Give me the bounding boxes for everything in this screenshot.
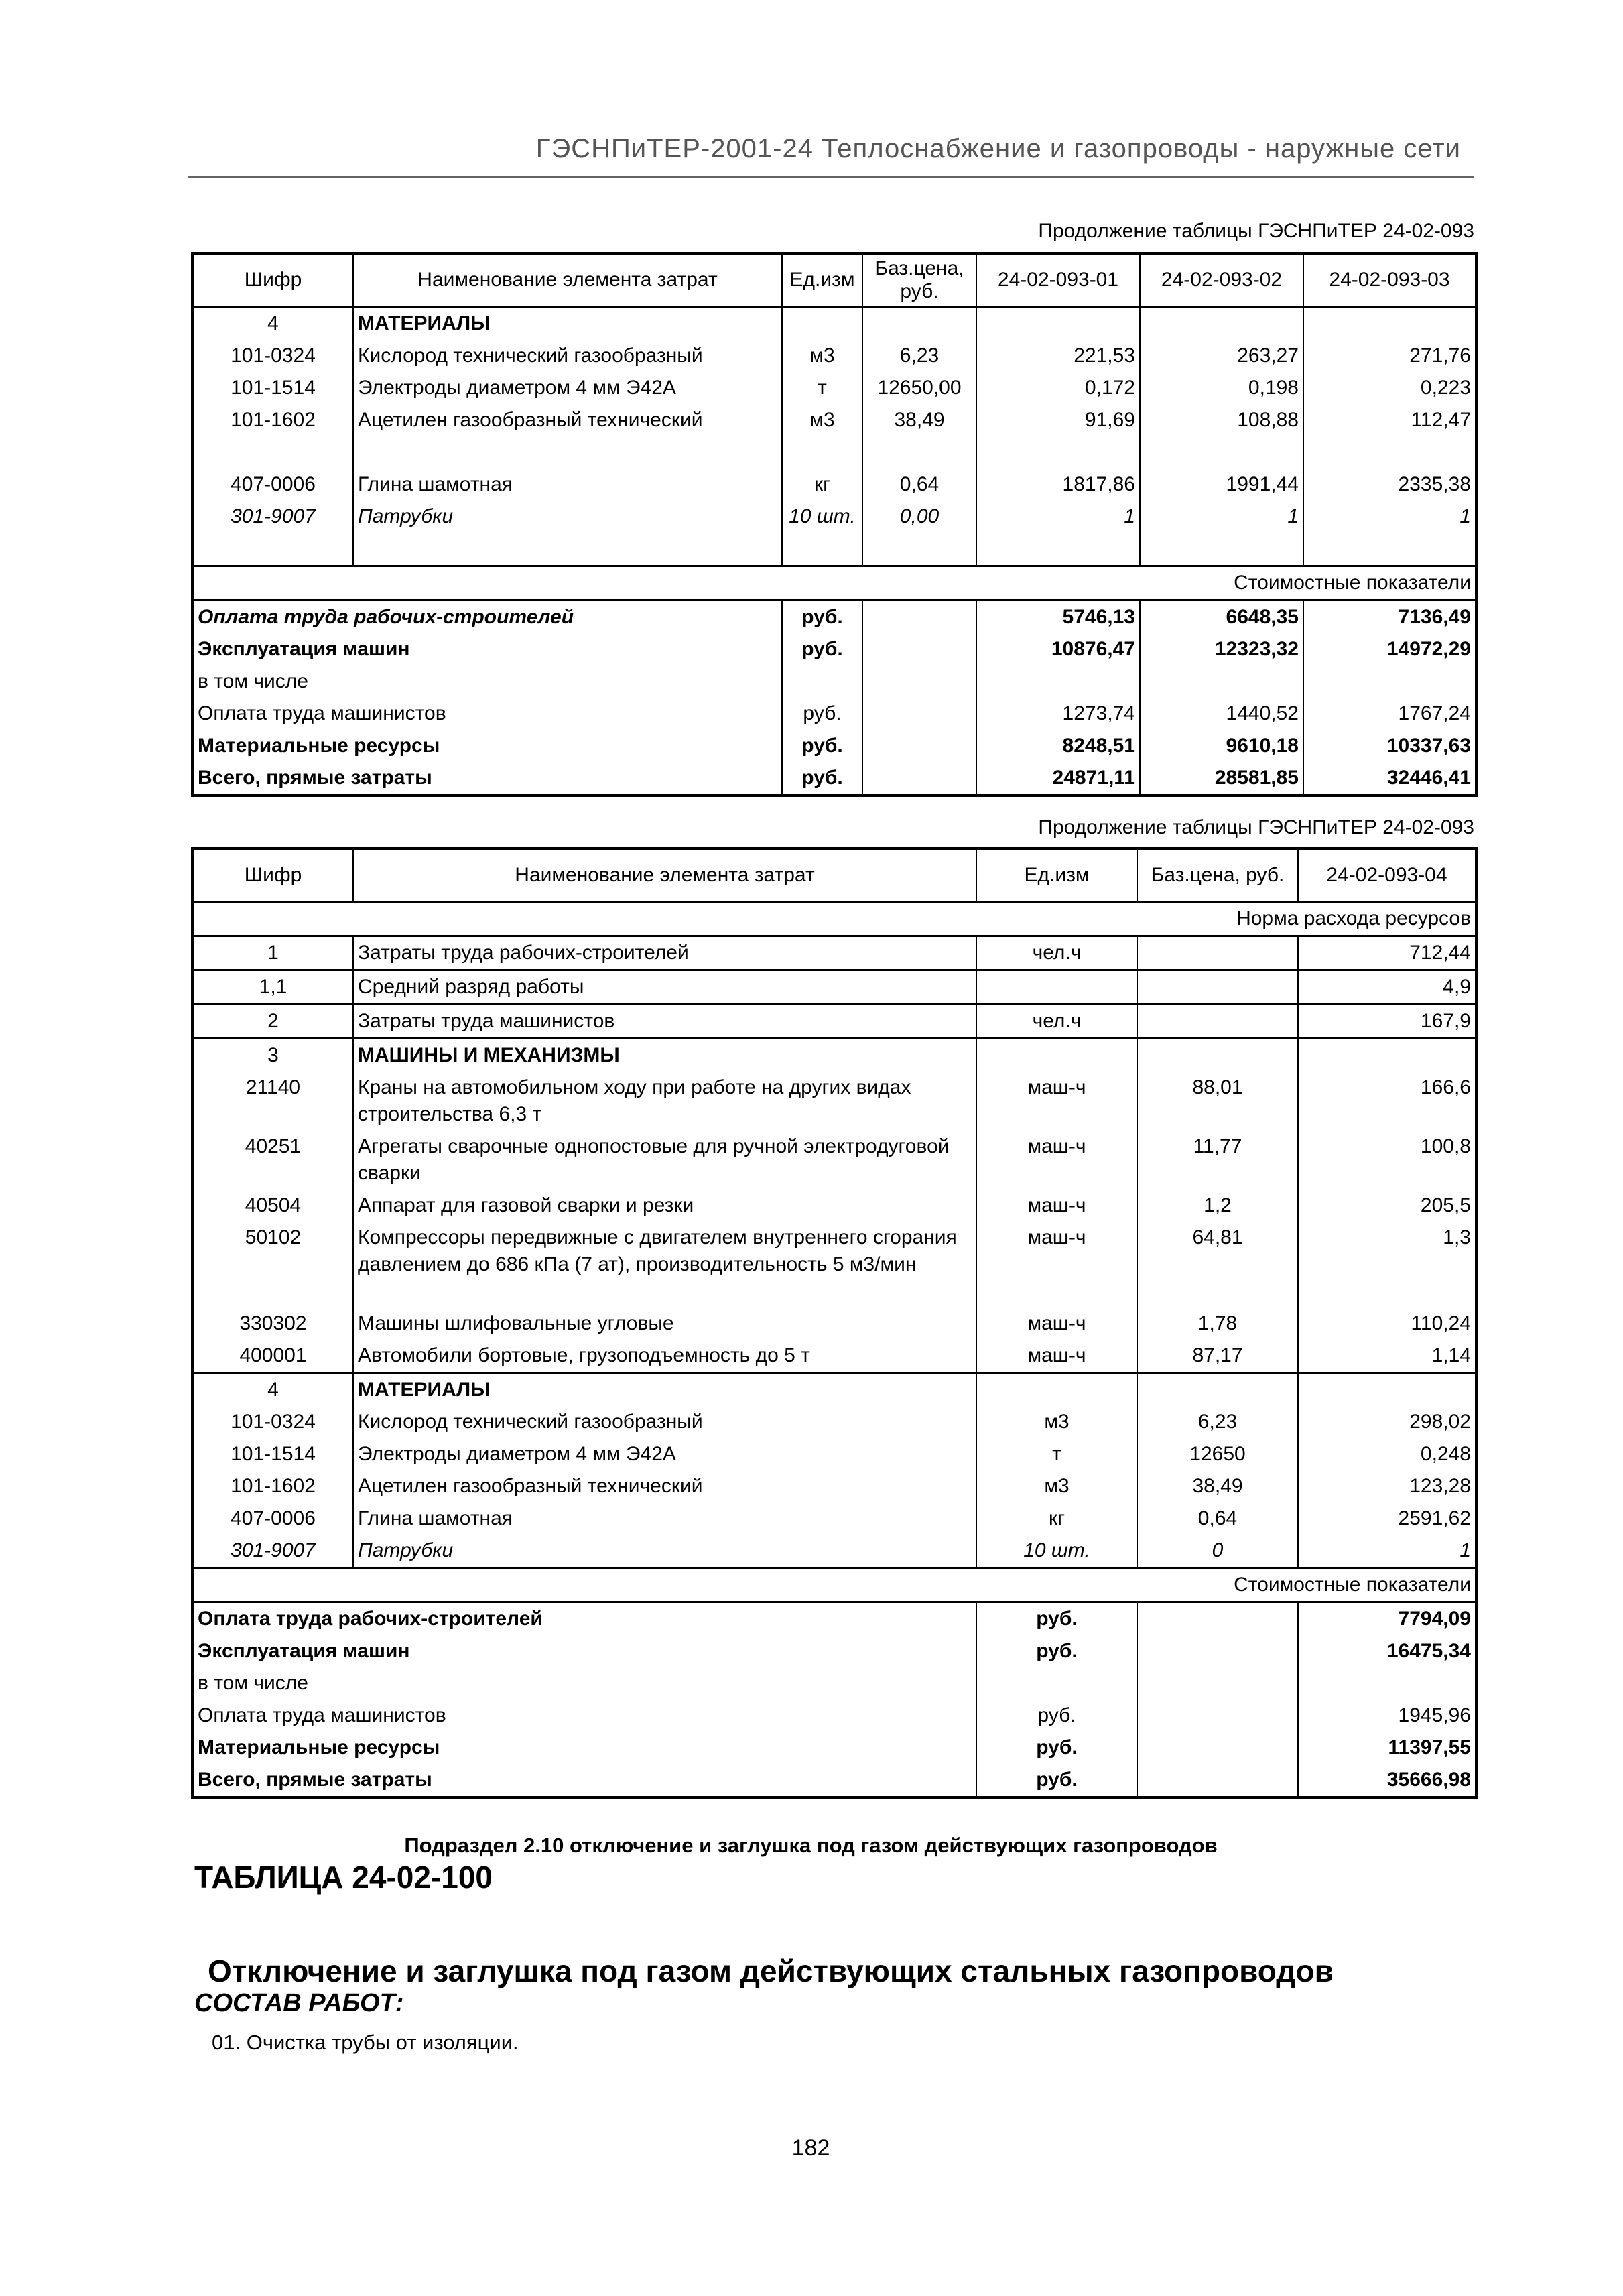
cell-name: Глина шамотная xyxy=(353,1503,976,1535)
cell-name: Автомобили бортовые, грузоподъемность до 5 т xyxy=(353,1340,976,1373)
cell-name: Аппарат для газовой сварки и резки xyxy=(353,1190,976,1222)
cell-code: 40504 xyxy=(192,1190,353,1222)
cost-unit: руб. xyxy=(976,1602,1137,1636)
cost-name: Материальные ресурсы xyxy=(192,730,782,762)
cost-value: 1945,96 xyxy=(1298,1700,1476,1732)
cell-unit: маш-ч xyxy=(976,1340,1137,1373)
work-title: Отключение и заглушка под газом действующих стальных газопроводов xyxy=(208,1954,1334,1988)
cell-code: 101-1514 xyxy=(192,372,353,404)
cost-value xyxy=(1140,665,1303,698)
table-row xyxy=(192,1005,1476,1039)
table2-caption: Продолжение таблицы ГЭСНПиТЕР 24-02-093 xyxy=(1038,816,1474,838)
cost-value: 1440,52 xyxy=(1140,698,1303,730)
table-row xyxy=(192,1535,1476,1568)
cell-code: 1 xyxy=(192,936,353,970)
cell-price: 6,23 xyxy=(862,340,976,372)
cell-unit: кг xyxy=(976,1503,1137,1535)
cell-value: 1817,86 xyxy=(976,468,1140,501)
cell-price: 38,49 xyxy=(1137,1470,1298,1503)
cell-code: 400001 xyxy=(192,1340,353,1373)
norm-label-row xyxy=(192,902,1476,936)
cell-code: 407-0006 xyxy=(192,468,353,501)
cell-name: Компрессоры передвижные с двигателем внутреннего сгорания давлением до 686 кПа (7 ат), производительность 5 м3/мин xyxy=(353,1222,976,1308)
cell-value: 205,5 xyxy=(1298,1190,1476,1222)
cell-unit: маш-ч xyxy=(976,1131,1137,1190)
cell-code: 101-1602 xyxy=(192,404,353,436)
cell-price xyxy=(1137,970,1298,1005)
col-header: Баз.цена, руб. xyxy=(862,253,976,307)
cost-row xyxy=(192,665,1476,698)
table-row xyxy=(192,1406,1476,1438)
table-row xyxy=(192,1190,1476,1222)
cost-value xyxy=(976,665,1140,698)
cost-label: Стоимостные показатели xyxy=(192,566,1476,600)
cell-price: 0 xyxy=(1137,1535,1298,1568)
col-header: 24-02-093-01 xyxy=(976,253,1140,307)
cell-name: МАТЕРИАЛЫ xyxy=(353,307,782,340)
cell-value: 110,24 xyxy=(1298,1308,1476,1340)
cell-value: 1,14 xyxy=(1298,1340,1476,1373)
cell-value: 712,44 xyxy=(1298,936,1476,970)
cost-name: Оплата труда машинистов xyxy=(192,1700,976,1732)
cell-value: 1 xyxy=(1140,501,1303,533)
cost-value: 10337,63 xyxy=(1303,730,1476,762)
col-header: 24-02-093-04 xyxy=(1298,848,1476,902)
cell-name: Средний разряд работы xyxy=(353,970,976,1005)
cell-unit: маш-ч xyxy=(976,1222,1137,1308)
cost-unit xyxy=(976,1667,1137,1700)
cell-value: 1 xyxy=(1303,501,1476,533)
cell-value: 1 xyxy=(1298,1535,1476,1568)
cost-value: 11397,55 xyxy=(1298,1732,1476,1764)
table2-header-row xyxy=(192,848,1476,902)
table-row xyxy=(192,1131,1476,1190)
cell-code: 2 xyxy=(192,1005,353,1039)
cell-value: 0,248 xyxy=(1298,1438,1476,1470)
table1-caption: Продолжение таблицы ГЭСНПиТЕР 24-02-093 xyxy=(1038,220,1474,242)
cost-label-row xyxy=(192,566,1476,600)
cell-name: Агрегаты сварочные однопостовые для ручной электродуговой сварки xyxy=(353,1131,976,1190)
cost-value xyxy=(1298,1667,1476,1700)
cell-name: Кислород технический газообразный xyxy=(353,1406,976,1438)
cost-value: 16475,34 xyxy=(1298,1635,1476,1667)
cell-name: Машины шлифовальные угловые xyxy=(353,1308,976,1340)
cell-value: 123,28 xyxy=(1298,1470,1476,1503)
cell-name: Глина шамотная xyxy=(353,468,782,501)
cell-price xyxy=(1137,936,1298,970)
cost-value: 1273,74 xyxy=(976,698,1140,730)
cost-name: в том числе xyxy=(192,1667,976,1700)
table-row xyxy=(192,1308,1476,1340)
cost-row xyxy=(192,633,1476,665)
cell-code: 4 xyxy=(192,1373,353,1407)
cell-value: 2335,38 xyxy=(1303,468,1476,501)
cell-value: 100,8 xyxy=(1298,1131,1476,1190)
section-row xyxy=(192,307,1476,340)
cell-value: 0,223 xyxy=(1303,372,1476,404)
col-header: Баз.цена, руб. xyxy=(1137,848,1298,902)
cost-row xyxy=(192,730,1476,762)
cell-price: 0,64 xyxy=(1137,1503,1298,1535)
cell-value: 2591,62 xyxy=(1298,1503,1476,1535)
cost-unit: руб. xyxy=(782,762,862,795)
cell-price: 0,00 xyxy=(862,501,976,533)
cell-unit: м3 xyxy=(976,1470,1137,1503)
cell-code: 101-0324 xyxy=(192,1406,353,1438)
cell-code: 407-0006 xyxy=(192,1503,353,1535)
cell-value: 271,76 xyxy=(1303,340,1476,372)
cost-row xyxy=(192,698,1476,730)
table1-header-row xyxy=(192,253,1476,307)
running-header: ГЭСНПиТЕР-2001-24 Теплоснабжение и газопроводы - наружные сети xyxy=(535,134,1461,164)
cost-value: 14972,29 xyxy=(1303,633,1476,665)
cost-value: 5746,13 xyxy=(976,600,1140,634)
cell-value: 221,53 xyxy=(976,340,1140,372)
table-row xyxy=(192,372,1476,404)
cost-row xyxy=(192,1732,1476,1764)
cell-value: 298,02 xyxy=(1298,1406,1476,1438)
cost-name: Оплата труда машинистов xyxy=(192,698,782,730)
section-row xyxy=(192,1039,1476,1072)
cell-unit: маш-ч xyxy=(976,1308,1137,1340)
cost-row xyxy=(192,762,1476,795)
subsection-heading: Подраздел 2.10 отключение и заглушка под газом действующих газопроводов xyxy=(404,1834,1218,1857)
cost-unit xyxy=(782,665,862,698)
cell-name: Затраты труда рабочих-строителей xyxy=(353,936,976,970)
cell-unit: м3 xyxy=(782,404,862,436)
cell-price: 0,64 xyxy=(862,468,976,501)
cost-name: Всего, прямые затраты xyxy=(192,1764,976,1797)
cell-code: 301-9007 xyxy=(192,1535,353,1568)
cell-code: 301-9007 xyxy=(192,501,353,533)
cost-value: 35666,98 xyxy=(1298,1764,1476,1797)
cost-value: 7136,49 xyxy=(1303,600,1476,634)
cell-code: 4 xyxy=(192,307,353,340)
table-title: ТАБЛИЦА 24-02-100 xyxy=(194,1860,493,1895)
cell-price: 38,49 xyxy=(862,404,976,436)
table-row xyxy=(192,970,1476,1005)
norm-label: Норма расхода ресурсов xyxy=(192,902,1476,936)
cost-name: в том числе xyxy=(192,665,782,698)
cost-name: Материальные ресурсы xyxy=(192,1732,976,1764)
cell-unit: чел.ч xyxy=(976,1005,1137,1039)
col-header: Наименование элемента затрат xyxy=(353,848,976,902)
cell-price: 87,17 xyxy=(1137,1340,1298,1373)
cell-unit: чел.ч xyxy=(976,936,1137,970)
table2 xyxy=(191,847,1478,1799)
col-header: 24-02-093-02 xyxy=(1140,253,1303,307)
cell-price: 12650,00 xyxy=(862,372,976,404)
col-header: Шифр xyxy=(192,253,353,307)
cell-price: 1,78 xyxy=(1137,1308,1298,1340)
cell-value: 1 xyxy=(976,501,1140,533)
cell-value: 4,9 xyxy=(1298,970,1476,1005)
cost-value: 8248,51 xyxy=(976,730,1140,762)
cost-unit: руб. xyxy=(782,600,862,634)
cell-price: 88,01 xyxy=(1137,1072,1298,1131)
cost-value: 10876,47 xyxy=(976,633,1140,665)
cell-name: Электроды диаметром 4 мм Э42А xyxy=(353,1438,976,1470)
col-header: Шифр xyxy=(192,848,353,902)
cost-value: 24871,11 xyxy=(976,762,1140,795)
col-header: 24-02-093-03 xyxy=(1303,253,1476,307)
cost-value: 32446,41 xyxy=(1303,762,1476,795)
cell-name: Электроды диаметром 4 мм Э42А xyxy=(353,372,782,404)
table-row xyxy=(192,340,1476,372)
cell-code: 330302 xyxy=(192,1308,353,1340)
cost-label: Стоимостные показатели xyxy=(192,1568,1476,1602)
table-row xyxy=(192,1222,1476,1308)
cell-code: 101-1602 xyxy=(192,1470,353,1503)
cost-unit: руб. xyxy=(976,1700,1137,1732)
table-row xyxy=(192,1470,1476,1503)
cell-name: Ацетилен газообразный технический xyxy=(353,404,782,436)
cell-value: 1,3 xyxy=(1298,1222,1476,1308)
cost-value: 1767,24 xyxy=(1303,698,1476,730)
cost-unit: руб. xyxy=(782,730,862,762)
cost-value: 12323,32 xyxy=(1140,633,1303,665)
cell-unit: м3 xyxy=(976,1406,1137,1438)
cell-price xyxy=(1137,1005,1298,1039)
col-header: Ед.изм xyxy=(976,848,1137,902)
table-row xyxy=(192,1340,1476,1373)
cost-value: 28581,85 xyxy=(1140,762,1303,795)
table-row xyxy=(192,501,1476,533)
cell-price: 12650 xyxy=(1137,1438,1298,1470)
cost-row xyxy=(192,1764,1476,1797)
col-header: Ед.изм xyxy=(782,253,862,307)
cost-name: Всего, прямые затраты xyxy=(192,762,782,795)
cost-row xyxy=(192,1602,1476,1636)
cell-code: 40251 xyxy=(192,1131,353,1190)
cell-price: 6,23 xyxy=(1137,1406,1298,1438)
cell-unit: маш-ч xyxy=(976,1072,1137,1131)
spacer-row xyxy=(192,533,1476,566)
cost-value: 6648,35 xyxy=(1140,600,1303,634)
cell-name: Патрубки xyxy=(353,501,782,533)
cost-unit: руб. xyxy=(976,1732,1137,1764)
header-rule xyxy=(188,176,1474,178)
cell-unit xyxy=(976,970,1137,1005)
table-row xyxy=(192,1503,1476,1535)
cost-unit: руб. xyxy=(782,633,862,665)
cell-code: 101-0324 xyxy=(192,340,353,372)
cost-value xyxy=(1303,665,1476,698)
cell-value: 91,69 xyxy=(976,404,1140,436)
cell-value: 167,9 xyxy=(1298,1005,1476,1039)
cost-row xyxy=(192,1635,1476,1667)
cell-name: Патрубки xyxy=(353,1535,976,1568)
cell-price: 11,77 xyxy=(1137,1131,1298,1190)
cost-value: 9610,18 xyxy=(1140,730,1303,762)
cell-name: Ацетилен газообразный технический xyxy=(353,1470,976,1503)
cell-name: Затраты труда машинистов xyxy=(353,1005,976,1039)
cell-code: 50102 xyxy=(192,1222,353,1308)
cell-price: 64,81 xyxy=(1137,1222,1298,1308)
work-step: 01. Очистка трубы от изоляции. xyxy=(212,2031,519,2054)
cell-name: Краны на автомобильном ходу при работе на других видах строительства 6,3 т xyxy=(353,1072,976,1131)
cell-value: 108,88 xyxy=(1140,404,1303,436)
cell-value: 112,47 xyxy=(1303,404,1476,436)
cell-unit: м3 xyxy=(782,340,862,372)
col-header: Наименование элемента затрат xyxy=(353,253,782,307)
cell-value: 263,27 xyxy=(1140,340,1303,372)
cost-row xyxy=(192,1667,1476,1700)
cell-unit: т xyxy=(976,1438,1137,1470)
cell-unit: 10 шт. xyxy=(782,501,862,533)
cell-code: 3 xyxy=(192,1039,353,1072)
cost-label-row xyxy=(192,1568,1476,1602)
composition-label: СОСТАВ РАБОТ: xyxy=(194,1989,404,2017)
section-row xyxy=(192,1373,1476,1407)
table-row xyxy=(192,468,1476,501)
table-row xyxy=(192,1438,1476,1470)
cell-name: МАТЕРИАЛЫ xyxy=(353,1373,976,1407)
spacer-row xyxy=(192,436,1476,468)
table-row xyxy=(192,1072,1476,1131)
cell-unit: кг xyxy=(782,468,862,501)
cell-value: 1991,44 xyxy=(1140,468,1303,501)
cell-value: 166,6 xyxy=(1298,1072,1476,1131)
cost-row xyxy=(192,600,1476,634)
cell-value: 0,198 xyxy=(1140,372,1303,404)
cell-name: МАШИНЫ И МЕХАНИЗМЫ xyxy=(353,1039,976,1072)
cell-unit: маш-ч xyxy=(976,1190,1137,1222)
cell-price: 1,2 xyxy=(1137,1190,1298,1222)
table1 xyxy=(191,252,1478,797)
table-row xyxy=(192,936,1476,970)
cell-unit: т xyxy=(782,372,862,404)
page-number: 182 xyxy=(791,2135,830,2161)
cell-code: 21140 xyxy=(192,1072,353,1131)
cost-name: Эксплуатация машин xyxy=(192,633,782,665)
cost-row xyxy=(192,1700,1476,1732)
cost-name: Оплата труда рабочих-строителей xyxy=(192,1602,976,1636)
cell-unit: 10 шт. xyxy=(976,1535,1137,1568)
cost-value: 7794,09 xyxy=(1298,1602,1476,1636)
cost-unit: руб. xyxy=(976,1764,1137,1797)
cell-name: Кислород технический газообразный xyxy=(353,340,782,372)
cost-name: Оплата труда рабочих-строителей xyxy=(192,600,782,634)
cost-unit: руб. xyxy=(976,1635,1137,1667)
cell-code: 101-1514 xyxy=(192,1438,353,1470)
cost-unit: руб. xyxy=(782,698,862,730)
cell-code: 1,1 xyxy=(192,970,353,1005)
cell-value: 0,172 xyxy=(976,372,1140,404)
cost-name: Эксплуатация машин xyxy=(192,1635,976,1667)
table-row xyxy=(192,404,1476,436)
